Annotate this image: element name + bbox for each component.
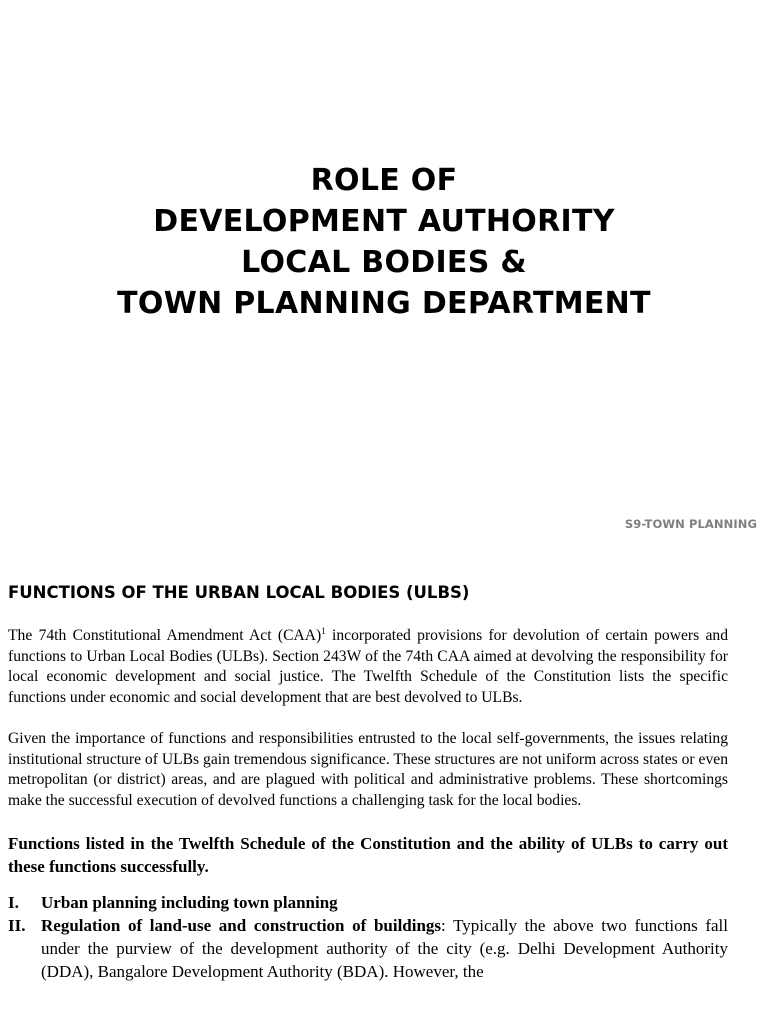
- slide-title-line-2: DEVELOPMENT AUTHORITY: [153, 204, 615, 239]
- lead-paragraph: Functions listed in the Twelfth Schedule of the Constitution and the ability of ULBs to carry out these functions successfully.: [8, 833, 728, 877]
- paragraph-1-text-b: incorporated provisions for devolution of certain powers and functions to Urban Local Bodies (ULBs). Section 243W of the 74th CAA aimed at devolving the responsibility for local economic development and social justice. The Twelfth Schedule of the Constitution lists the specific functions under economic and social development that are best devolved to ULBs.: [8, 627, 728, 706]
- paragraph-1: [8, 626, 728, 708]
- footnote-marker: 1: [321, 625, 326, 636]
- paragraph-1-text-a: The 74th Constitutional Amendment Act (CAA): [8, 627, 322, 644]
- list-item-title: Regulation of land-use and construction of buildings: [41, 915, 442, 935]
- list-item-number: II.: [8, 915, 26, 935]
- slide-title-line-3: LOCAL BODIES &: [241, 245, 527, 280]
- list-item: [8, 891, 728, 914]
- section-heading: FUNCTIONS OF THE URBAN LOCAL BODIES (ULBS): [8, 583, 470, 602]
- document-page: [8, 582, 728, 983]
- slide-title: [0, 160, 768, 324]
- functions-list: [8, 891, 728, 983]
- list-item-text: : Typically the above two functions fall under the purview of the development authority of the city (e.g. Delhi Development Authority (DDA), Bangalore Development Authority (BDA). However, the: [41, 915, 728, 981]
- paragraph-2: Given the importance of functions and responsibilities entrusted to the local self-governments, the issues relating institutional structure of ULBs gain tremendous significance. These structures are not uniform across states or even metropolitan (or district) areas, and are plagued with political and administrative problems. These shortcomings make the successful execution of devolved functions a challenging task for the local bodies.: [8, 729, 728, 809]
- list-item-title: Urban planning including town planning: [41, 892, 338, 912]
- list-item: [8, 914, 728, 983]
- slide-title-line-1: ROLE OF: [310, 163, 458, 198]
- slide-title-line-4: TOWN PLANNING DEPARTMENT: [117, 286, 651, 321]
- list-item-number: I.: [8, 892, 19, 912]
- slide-footer-tag: S9-TOWN PLANNING: [624, 517, 757, 531]
